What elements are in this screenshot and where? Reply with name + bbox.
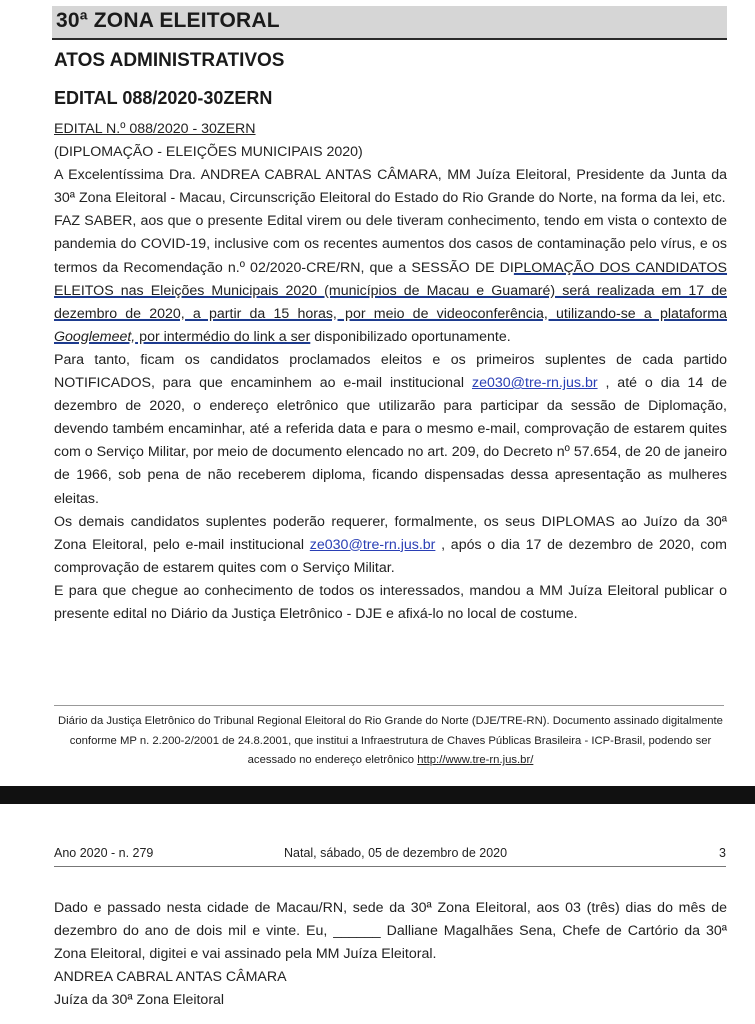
paragraph-notificados	[54, 349, 727, 511]
paragraph-publicar: E para que chegue ao conhecimento de todos os interessados, mandou a MM Juíza Eleitoral publicar o presente edital no Diário da Justiça Eletrônico - DJE e afixá-lo no local de costume.	[54, 582, 727, 622]
edital-heading: EDITAL 088/2020-30ZERN	[54, 88, 273, 108]
paragraph-suplentes	[54, 511, 727, 580]
footer-note-text: Diário da Justiça Eletrônico do Tribunal Regional Eleitoral do Rio Grande do Norte (DJE/TRE-RN). Documento assinado digitalmente conforme MP n. 2.200-2/2001 de 24.8.2001, que institui a Infraestrutura de Chaves Públicas Brasileira - ICP-Brasil, podendo ser acessado no endereço eletrônico	[58, 715, 723, 766]
header-divider	[54, 866, 726, 867]
faz-saber-highlight-2: por intermédio do link a ser	[135, 328, 311, 345]
edital-subject: (DIPLOMAÇÃO - ELEIÇÕES MUNICIPAIS 2020)	[54, 144, 363, 161]
category-title: ATOS ADMINISTRATIVOS	[54, 50, 285, 71]
faz-saber-highlight-1: PLOMAÇÃO DOS CANDIDATOS ELEITOS nas Eleições Municipais 2020 (municípios de Macau e Guamaré) será realizada em 17 de dezembro de 2020, a partir da 15 horas, por meio de videoconferência, utilizando-se a plataforma	[54, 259, 728, 322]
page-header	[54, 846, 726, 864]
publication-date: Natal, sábado, 05 de dezembro de 2020	[284, 846, 508, 860]
signer-title: Juíza da 30ª Zona Eleitoral	[54, 992, 225, 1009]
closing-paragraph: Dado e passado nesta cidade de Macau/RN, sede da 30ª Zona Eleitoral, aos 03 (três) dias do mês de dezembro do ano de dois mil e vinte. Eu, ______ Dalliane Magalhães Sena, Chefe de Cartório da 30ª Zona Eleitoral, digitei e vai assinado pela MM Juíza Eleitoral.	[54, 900, 727, 963]
email-link[interactable]: ze030@tre-rn.jus.br	[309, 536, 436, 553]
platform-name: Googlemeet,	[54, 328, 136, 345]
section-title: 30ª ZONA ELEITORAL	[56, 9, 280, 32]
suplentes-text-1: Os demais candidatos suplentes poderão requerer, formalmente, os seus DIPLOMAS ao Juízo da 30ª Zona Eleitoral, pelo e-mail institucional	[54, 513, 727, 553]
edital-number: EDITAL N.º 088/2020 - 30ZERN	[54, 121, 256, 137]
paragraph-faz-saber	[54, 210, 727, 349]
edition-number: Ano 2020 - n. 279	[54, 846, 154, 860]
notificados-text-1: Para tanto, ficam os candidatos proclamados eleitos e os primeiros suplentes de cada partido NOTIFICADOS, para que encaminhem ao e-mail institucional	[54, 351, 727, 392]
suplentes-text-2: , após o dia 17 de dezembro de 2020, com comprovação de estarem quites com o Serviço Militar.	[54, 536, 728, 576]
section-header	[52, 6, 727, 40]
footer-note	[58, 712, 723, 771]
paragraph-intro: A Excelentíssima Dra. ANDREA CABRAL ANTAS CÂMARA, MM Juíza Eleitoral, Presidente da Junta da 30ª Zona Eleitoral - Macau, Circunscrição Eleitoral do Estado do Rio Grande do Norte, na forma da lei, etc.	[54, 167, 727, 207]
closing-section	[54, 897, 727, 1012]
page-number: 3	[719, 846, 726, 860]
faz-saber-text-1: FAZ SABER, aos que o presente Edital virem ou dele tiveram conhecimento, tendo em vista o contexto de pandemia do COVID-19, inclusive com os recentes aumentos dos casos de contaminação pelo vírus, e os termos da Recomendação n.º 02/2020-CRE/RN, que a SESSÃO DE DI	[54, 213, 727, 276]
page-break-band	[0, 786, 755, 804]
faz-saber-text-2: disponibilizado oportunamente.	[310, 328, 511, 345]
signer-name: ANDREA CABRAL ANTAS CÂMARA	[54, 969, 287, 986]
email-link[interactable]: ze030@tre-rn.jus.br	[471, 375, 598, 392]
footer-divider	[54, 705, 724, 706]
website-link[interactable]: http://www.tre-rn.jus.br/	[417, 754, 534, 766]
notificados-text-2: , até o dia 14 de dezembro de 2020, o endereço eletrônico que utilizarão para participar da sessão de Diplomação, devendo também encaminhar, até a referida data e para o mesmo e-mail, comprovação de estarem quites com o Serviço Militar, por meio de documento elencado no art. 209, do Decreto nº 57.654, de 20 de janeiro de 1966, sob pena de não receberem diploma, ficando dispensadas dessa apresentação as mulheres eleitas.	[54, 375, 727, 507]
edital-body	[54, 118, 727, 626]
